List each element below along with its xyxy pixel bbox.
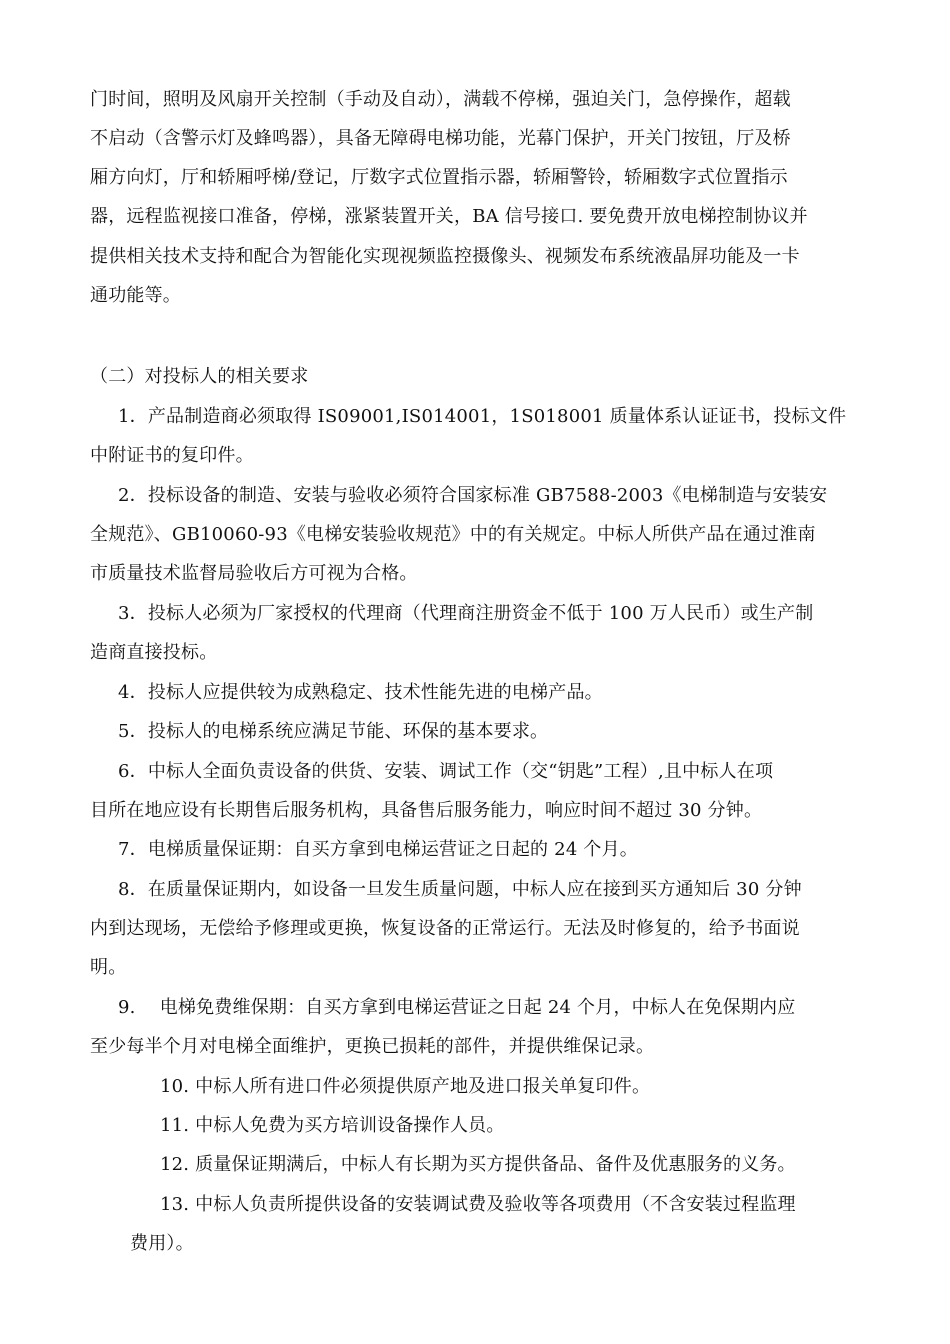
intro-line-2: 不启动（含警示灯及蜂鸣器），具备无障碍电梯功能，光幕门保护，开关门按钮，厅及桥: [90, 128, 791, 149]
item-11: 11. 中标人免费为买方培训设备操作人员。: [160, 1115, 505, 1136]
item-10: 10. 中标人所有进口件必须提供原产地及进口报关单复印件。: [160, 1076, 651, 1097]
item-3-line-2: 造商直接投标。: [90, 642, 218, 663]
item-7: 7．电梯质量保证期：自买方拿到电梯运营证之日起的 24 个月。: [118, 839, 638, 860]
intro-line-1: 门时间，照明及风扇开关控制（手动及自动），满载不停梯，强迫关门，急停操作，超载: [90, 89, 791, 110]
intro-line-3: 厢方向灯，厅和轿厢呼梯/登记，厅数字式位置指示器，轿厢警铃，轿厢数字式位置指示: [90, 167, 788, 188]
item-12: 12. 质量保证期满后，中标人有长期为买方提供备品、备件及优惠服务的义务。: [160, 1154, 796, 1175]
item-3-line-1: 3．投标人必须为厂家授权的代理商（代理商注册资金不低于 100 万人民币）或生产制: [118, 603, 814, 624]
item-2-line-3: 市质量技术监督局验收后方可视为合格。: [90, 563, 418, 584]
item-8-line-2: 内到达现场，无偿给予修理或更换，恢复设备的正常运行。无法及时修复的，给予书面说: [90, 918, 800, 939]
item-1-line-1: 1．产品制造商必须取得 IS09001,IS014001，1S018001 质量体系认证证书，投标文件: [118, 406, 847, 427]
intro-line-4: 器，远程监视接口准备，停梯，涨紧装置开关，BA 信号接口. 要免费开放电梯控制协议并: [90, 206, 808, 227]
item-6-line-2: 目所在地应设有长期售后服务机构，具备售后服务能力，响应时间不超过 30 分钟。: [90, 800, 763, 821]
item-2-line-2: 全规范》、GB10060-93《电梯安装验收规范》中的有关规定。中标人所供产品在通过淮南: [90, 524, 816, 545]
section-heading: （二）对投标人的相关要求: [90, 366, 309, 387]
item-9-line-2: 至少每半个月对电梯全面维护，更换已损耗的部件，并提供维保记录。: [90, 1036, 655, 1057]
item-4: 4．投标人应提供较为成熟稳定、技术性能先进的电梯产品。: [118, 682, 603, 703]
intro-line-6: 通功能等。: [90, 285, 181, 306]
intro-line-5: 提供相关技术支持和配合为智能化实现视频监控摄像头、视频发布系统液晶屏功能及一卡: [90, 246, 800, 267]
item-9-line-1: 9. 电梯免费维保期：自买方拿到电梯运营证之日起 24 个月，中标人在免保期内应: [118, 997, 796, 1018]
item-1-line-2: 中附证书的复印件。: [90, 445, 254, 466]
item-13-line-2: 费用）。: [130, 1233, 194, 1254]
item-8-line-1: 8．在质量保证期内，如设备一旦发生质量问题，中标人应在接到买方通知后 30 分钟: [118, 879, 802, 900]
item-6-line-1: 6．中标人全面负责设备的供货、安装、调试工作（交“钥匙”工程）,且中标人在项: [118, 761, 774, 782]
item-2-line-1: 2．投标设备的制造、安装与验收必须符合国家标准 GB7588-2003《电梯制造与安装安: [118, 485, 828, 506]
item-5: 5．投标人的电梯系统应满足节能、环保的基本要求。: [118, 721, 549, 742]
item-13-line-1: 13. 中标人负责所提供设备的安装调试费及验收等各项费用（不含安装过程监理: [160, 1194, 796, 1215]
item-8-line-3: 明。: [90, 957, 127, 978]
